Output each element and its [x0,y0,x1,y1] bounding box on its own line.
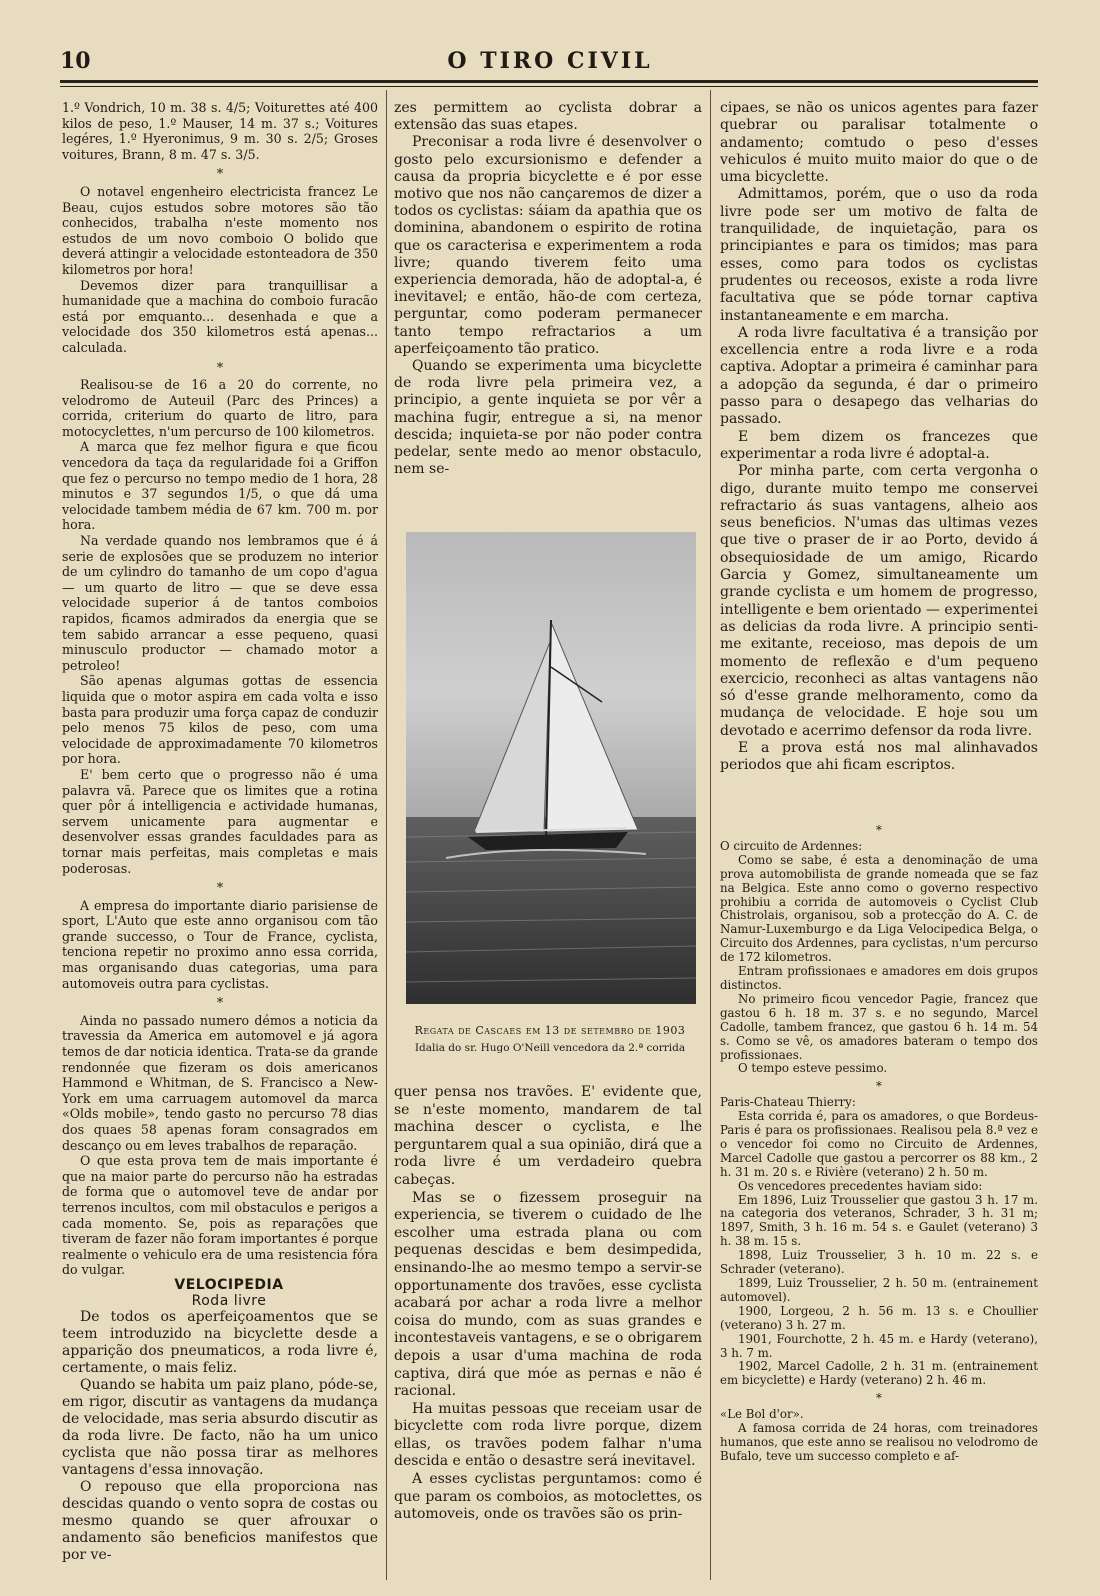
paragraph: No primeiro ficou vencedor Pagie, francez que gastou 6 h. 18 m. 37 s. e no segundo, Marcel Cadolle, tambem francez, que gastou 6 h. 14 m. 54 s. Como se vê, os amadores bateram o tempo dos profissionaes. [720,991,1038,1062]
paragraph: quer pensa nos travões. E' evidente que, se n'este momento, mandarem de tal machina descer o cyclista, e lhe perguntarem qual a sua opinião, dirá que a roda livre é um verdadeiro quebra cabeças. [394,1084,702,1188]
separator-star: * [876,1079,882,1094]
header-rule-thick [60,80,1038,83]
column-divider-2 [710,90,711,1580]
paragraph: O notavel engenheiro electricista francez Le Beau, cujos estudos sobre motores são tão conhecidos, trabalha n'este momento nos estudos de um novo comboio O bolido que deverá attingir a velocidade estonteadora de 350 kilometros por hora! [62,183,378,277]
separator-star: * [216,359,224,375]
paragraph: cipaes, se não os unicos agentes para fazer quebrar ou paralisar totalmente o andamento; comtudo o peso d'esses vehiculos é muito muito maior do que o de uma bicyclette. [720,100,1038,186]
paragraph: 1899, Luiz Trousselier, 2 h. 50 m. (entrainement automovel). [720,1276,1038,1304]
regatta-photo [406,532,696,1004]
paragraph: zes permittem ao cyclista dobrar a extensão das suas etapes. [394,100,702,134]
paragraph: A esses cyclistas perguntamos: como é que param os comboios, as motoclettes, os automoveis, onde os travões são os prin- [394,1471,702,1523]
column-3-top [720,100,1038,775]
paragraph: Como se sabe, é esta a denominação de uma prova automobilista de grande nomeada que se faz na Belgica. Este anno como o governo respectivo prohibiu a corrida de automoveis o Cyclist Club Chistrolais, organisou, sob a protecção do A. C. de Namur-Luxemburgo e da Liga Velocipedica Belga, o Circuito dos Ardennes, para cyclistas, n'um percurso de 172 kilometros. [720,852,1038,965]
paragraph: Ainda no passado numero démos a noticia da travessia da America em automovel e já agora temos de dar noticia identica. Trata-se da grande rendonnée que fizeram os dois americanos Hammond e Whitman, de S. Francisco a New-York em uma carruagem automovel da marca «Olds mobile», tendo gasto no percurso 78 dias dos quaes 58 apenas foram consagrados em descanço ou em leves trabalhos de reparação. [62,1012,378,1153]
paragraph: A roda livre facultativa é a transição por excellencia entre a roda livre e a roda captiva. Adoptar a primeira é caminhar para a adopção da segunda, é dar o primeiro passo para o desapego das velharias do passado. [720,324,1038,428]
masthead: O TIRO CIVIL [447,48,653,74]
paragraph: O repouso que ella proporciona nas descidas quando o vento sopra de costas ou mesmo quando se quer afrouxar o andamento são beneficios manifestos que por ve- [62,1479,378,1564]
page-number: 10 [60,48,91,74]
column-divider-1 [386,90,387,1580]
separator-star: * [876,1391,882,1406]
paragraph: 1898, Luiz Trousselier, 3 h. 10 m. 22 s. e Schrader (veterano). [720,1248,1038,1277]
paragraph: A marca que fez melhor figura e que ficou vencedora da taça da regularidade foi a Griffon que fez o percurso no tempo medio de 1 hora, 28 minutos e 37 segundos 1/5, o que dá uma velocidade tambem média de 67 km. 700 m. por hora. [62,439,378,533]
paragraph: E a prova está nos mal alinhavados periodos que ahi ficam escriptos. [720,739,1038,774]
subsection-heading: «Le Bol d'or». [720,1407,804,1422]
paragraph: 1902, Marcel Cadolle, 2 h. 31 m. (entrainement em bicyclette) e Hardy (veterano) 2 h. 46 m. [720,1359,1038,1388]
paragraph: Realisou-se de 16 a 20 do corrente, no velodromo de Auteuil (Parc des Princes) a corrida, criterium do quarto de litro, para motocyclettes, n'um percurso de 100 kilometros. [62,377,378,439]
section-subtitle: Roda livre [191,1292,267,1309]
paragraph: Mas se o fizessem proseguir na experiencia, se tiverem o cuidado de lhe escolher uma estrada plana ou com pequenas descidas e bem desimpedida, ensinando-lhe ao mesmo tempo a servir-se opportunamente dos travões, esse cyclista acabará por achar a roda livre a melhor coisa do mundo, com as suas grandes e incontestaveis vantagens, e se o obrigarem depois a usar d'uma machina de roda captiva, dirá que móe as pernas e não é racional. [394,1189,702,1400]
paragraph: A empresa do importante diario parisiense de sport, L'Auto que este anno organisou com tão grande successo, o Tour de France, cyclista, tenciona repetir no proximo anno essa corrida, mas organisando duas categorias, uma para automoveis outra para cyclistas. [62,897,378,991]
paragraph: De todos os aperfeiçoamentos que se teem introduzido na bicyclette desde a apparição dos pneumaticos, a roda livre é, certamente, o mais feliz. [62,1309,378,1377]
paragraph: Ha muitas pessoas que receiam usar de bicyclette com roda livre porque, dizem ellas, os travões podem falhar n'uma descida e então o desastre será inevitavel. [394,1400,702,1470]
paragraph: Na verdade quando nos lembramos que é á serie de explosões que se produzem no interior de um cylindro do tamanho de um copo d'agua — um quarto de litro — que se deve essa velocidade superior á de tantos comboios rapidos, ficamos admirados da energia que se tem sabido arrancar a esse pequeno, quasi minusculo productor — chamado motor a petroleo! [62,533,378,673]
paragraph: E' bem certo que o progresso não é uma palavra vã. Parece que os limites que a rotina quer pôr á intelligencia e actividade humanas, servem unicamente para augmentar e desenvolver essas grandes faculdades para as tornar mais perfeitas, mais completas e mais poderosas. [62,766,378,876]
paragraph: Por minha parte, com certa vergonha o digo, durante muito tempo me conservei refractario ás suas vantagens, alheio aos seus beneficios. N'umas das ultimas vezes que tive o praser de ir ao Porto, devido á obsequiosidade de um amigo, Ricardo Garcia y Gomez, simultaneamente um grande cyclista e um homem de progresso, intelligente e bem orientado — experimentei as delicias da roda livre. A principio senti-me exitante, receioso, mas depois de um momento de reflexão e d'um pequeno exercicio, reconheci as altas vantagens não só d'esse grande melhoramento, como da mudança de velocidade. E hoje sou um devotado e acerrimo defensor da roda livre. [720,463,1038,739]
paragraph: O que esta prova tem de mais importante é que na maior parte do percurso não ha estradas de forma que o automovel teve de andar por terrenos incultos, com mil obstaculos e perigos a cada momento. Se, pois as reparações que tiveram de fazer não foram importantes é porque realmente o vehiculo era de uma resistencia fóra do vulgar. [62,1153,378,1278]
separator-star: * [216,995,224,1011]
photo-caption-title: Regata de Cascaes em 13 de setembro de 1903 [414,1024,686,1037]
header-rule-thin [60,86,1038,87]
paragraph: Em 1896, Luiz Trousselier que gastou 3 h. 17 m. na categoria dos veteranos, Schrader, 3 h. 31 m; 1897, Smith, 3 h. 16 m. 54 s. e Gaulet (veterano) 3 h. 38 m. 15 s. [720,1192,1038,1249]
sailboat-illustration [406,532,696,1004]
paragraph: Quando se experimenta uma bicyclette de roda livre pela primeira vez, a principio, a gente inquieta se por vêr a machina fugir, entregue a si, na menor descida; inquieta-se por não poder contra pedelar, sente medo ao menor obstaculo, nem se- [394,358,702,478]
paragraph: Preconisar a roda livre é desenvolver o gosto pelo excursionismo e defender a causa da propria bicyclette e é por esse motivo que nos não cançaremos de dizer a todos os cyclistas: sáiam da apathia que os dominina, abandonem o espirito de rotina que os caracterisa e experimentem a roda livre; quando tiverem feito uma experiencia demorada, hão de adoptal-a, é inevitavel; e então, hão-de com certeza, perguntar, como poderam permanecer tanto tempo refractarios a um aperfeiçoamento tão pratico. [394,134,702,357]
subsection-heading: O circuito de Ardennes: [720,838,863,853]
column-1 [62,100,378,1564]
subsection-heading: Paris-Chateau Thierry: [720,1095,856,1110]
paragraph: 1900, Lorgeou, 2 h. 56 m. 13 s. e Choullier (veterano) 3 h. 27 m. [720,1303,1038,1332]
paragraph: Esta corrida é, para os amadores, o que Bordeus-Paris é para os profissionaes. Realisou pela 8.ª vez e o vencedor foi como no Circuito de Ardennes, Marcel Cadolle que gastou a percorrer os 88 km., 2 h. 31 m. 20 s. e Rivière (veterano) 2 h. 50 m. [720,1109,1038,1179]
separator-star: * [876,823,882,837]
photo-caption-subtitle: Idalia do sr. Hugo O'Neill vencedora da 2.ª corrida [414,1042,686,1054]
paragraph: A famosa corrida de 24 horas, com treinadores humanos, que este anno se realisou no velodromo de Bufalo, teve um successo completo e af- [720,1421,1038,1463]
paragraph: Devemos dizer para tranquillisar a humanidade que a machina do comboio furacão está por emquanto... desenhada e que a velocidade dos 350 kilometros está apenas... calculada. [62,277,378,355]
paragraph: O tempo esteve pessimo. [738,1061,888,1076]
separator-star: * [216,166,224,182]
paragraph: Entram profissionaes e amadores em dois grupos distinctos. [720,964,1038,992]
column-3-bottom [720,820,1038,1464]
separator-star: * [216,880,224,896]
column-2-bottom [394,1084,702,1524]
column-2-top [394,100,702,478]
paragraph: Quando se habita um paiz plano, póde-se, em rigor, discutir as vantagens da mudança de velocidade, mas seria absurdo discutir as da roda livre. De facto, não ha um unico cyclista que não possa tirar as melhores vantagens d'essa innovação. [62,1377,378,1479]
section-title: VELOCIPEDIA [174,1276,284,1293]
paragraph: E bem dizem os francezes que experimentar a roda livre é adoptal-a. [720,428,1038,462]
paragraph: 1901, Fourchotte, 2 h. 45 m. e Hardy (veterano), 3 h. 7 m. [720,1331,1038,1360]
paragraph: Admittamos, porém, que o uso da roda livre pode ser um motivo de falta de tranquilidade, de inquietação, para os principiantes e para os timidos; mas para esses, como para todos os cyclistas prudentes ou receosos, existe a roda livre facultativa que se póde tornar captiva instantaneamente e em marcha. [720,186,1038,324]
paragraph: Os vencedores precedentes haviam sido: [738,1178,983,1193]
paragraph: São apenas algumas gottas de essencia liquida que o motor aspira em cada volta e isso basta para produzir uma força capaz de conduzir pelo menos 75 kilos de peso, com uma velocidade de approximadamente 70 kilometros por hora. [62,673,378,767]
paragraph: 1.º Vondrich, 10 m. 38 s. 4/5; Voiturettes até 400 kilos de peso, 1.º Mauser, 14 m. 37 s.; Voitures legéres, 1.º Hyeronimus, 9 m. 30 s. 2/5; Groses voitures, Brann, 8 m. 47 s. 3/5. [62,100,378,162]
